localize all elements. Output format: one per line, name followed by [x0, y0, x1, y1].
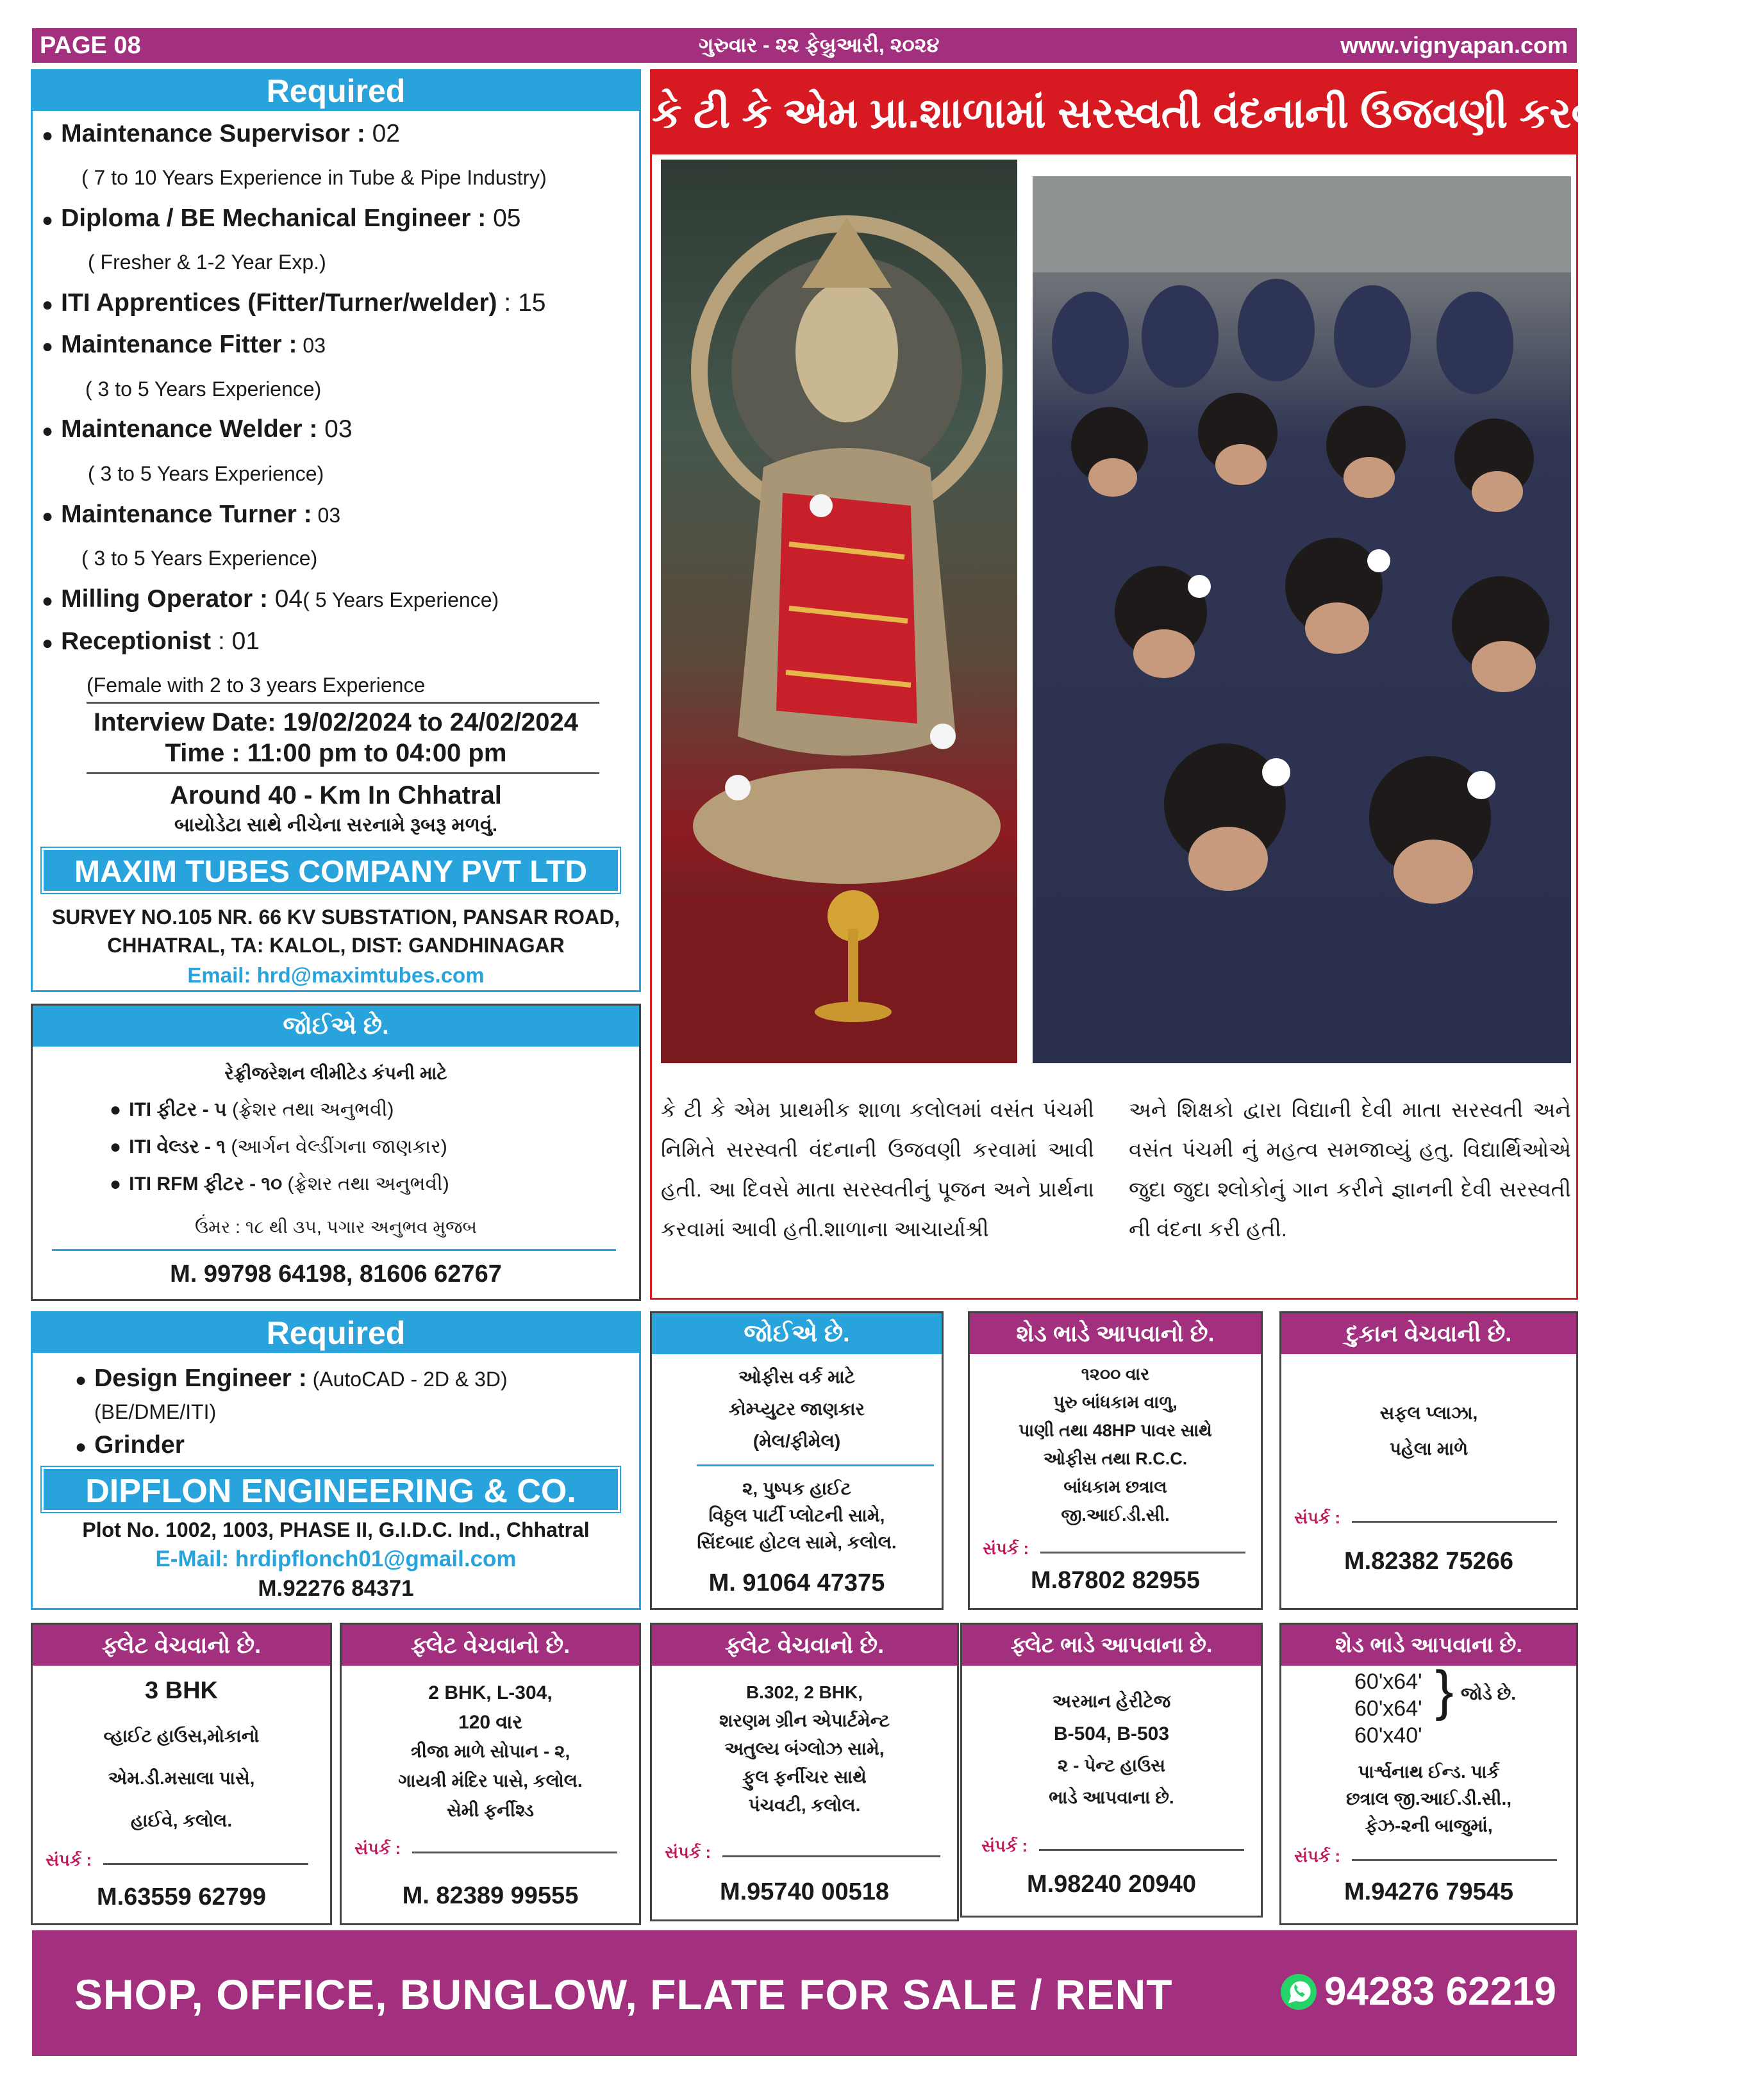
job-note: ( 3 to 5 Years Experience)	[85, 377, 322, 401]
flat-heading: ફ્લેટ વેચવાનો છે.	[33, 1625, 330, 1666]
shed-size: 60'x64'	[1354, 1670, 1422, 1694]
shop-phone: M.82382 75266	[1344, 1548, 1514, 1575]
refrig-item: ● ITI વેલ્ડર - ૧ (આર્ગન વેલ્ડીંગના જાણકાર)	[110, 1136, 447, 1158]
footer-text: SHOP, OFFICE, BUNGLOW, FLATE FOR SALE / RENT	[74, 1971, 1173, 2018]
footer-phone: 94283 62219	[1324, 1969, 1557, 2014]
students-praying-photo	[1033, 176, 1571, 1063]
flat-line: એમ.ડી.મસાલા પાસે,	[108, 1768, 255, 1788]
flat-phone: M.98240 20940	[1026, 1871, 1197, 1898]
flat-line: અરમાન હેરીટેજ	[1052, 1691, 1171, 1711]
shed-phone: M.87802 82955	[1030, 1567, 1201, 1594]
flat-line: ૨ - પેન્ટ હાઉસ	[1057, 1755, 1166, 1775]
contact-label: સંપર્ક :	[354, 1839, 401, 1858]
shed-line: પાર્શ્વનાથ ઈન્ડ. પાર્ક	[1358, 1762, 1500, 1782]
divider	[1040, 1552, 1245, 1554]
flat-line: 2 BHK, L-304,	[428, 1682, 553, 1703]
flat-line: અતુલ્ય બંગ્લોઝ સામે,	[724, 1739, 885, 1759]
flat-rent-ad	[960, 1623, 1263, 1918]
shed-line: બાંધકામ છત્રાલ	[1063, 1477, 1167, 1496]
shed-line: ઓફીસ તથા R.C.C.	[1043, 1449, 1188, 1468]
whatsapp-icon	[1279, 1973, 1318, 2011]
issue-date: ગુરુવાર - ૨૨ ફેબ્રુઆરી, ૨૦૨૪	[699, 33, 940, 56]
refrigeration-ad	[31, 1004, 641, 1301]
interview-date: Interview Date: 19/02/2024 to 24/02/2024	[93, 708, 578, 736]
divider	[1352, 1859, 1557, 1861]
footer-banner	[32, 1930, 1577, 2056]
flat-heading: ફ્લેટ વેચવાનો છે.	[652, 1625, 957, 1666]
job-item: ● Maintenance Welder : 03	[42, 415, 353, 443]
divider	[87, 772, 599, 774]
page-number: PAGE 08	[40, 32, 141, 59]
divider	[1352, 1521, 1557, 1523]
top-bar	[32, 28, 1577, 63]
flat-heading: ફ્લેટ વેચવાનો છે.	[342, 1625, 639, 1666]
contact-label: સંપર્ક :	[665, 1843, 711, 1862]
brace-icon: }	[1435, 1660, 1454, 1721]
saraswati-statue-illustration	[661, 160, 1017, 1063]
job-item: ● Maintenance Turner : 03	[42, 501, 340, 529]
refrig-heading: જોઈએ છે.	[33, 1006, 639, 1047]
flat-phone: M.95740 00518	[719, 1878, 890, 1905]
contact-label: સંપર્ક :	[981, 1836, 1028, 1855]
dipflon-heading: Required	[33, 1313, 639, 1353]
flat-line: ફુલ ફર્નીચર સાથે	[742, 1767, 867, 1787]
news-column-2: અને શિક્ષકો દ્વારા વિદ્યાની દેવી માતા સરસ્વતી અને વસંત પંચમી નું મહત્વ સમજાવ્યું હતુ. વિદ્યાર્થિઓએ જુદા જુદા શ્લોકોનું ગાન કરીને જ્ઞાનની દેવી સરસ્વતી ની વંદના કરી હતી.	[1129, 1098, 1571, 1241]
maxim-heading: Required	[33, 71, 639, 111]
company-address-1: SURVEY NO.105 NR. 66 KV SUBSTATION, PANSAR ROAD,	[51, 906, 620, 929]
flat-line: પંચવટી, કલોલ.	[748, 1795, 861, 1815]
shed-phone: M.94276 79545	[1344, 1878, 1514, 1905]
saraswati-photo	[661, 160, 1017, 1063]
dipflon-company: DIPFLON ENGINEERING & CO.	[42, 1467, 620, 1512]
location-note: Around 40 - Km In Chhatral	[170, 781, 502, 809]
flat-sale-ad-1	[31, 1623, 332, 1925]
shop-sale-ad	[1279, 1311, 1578, 1610]
divider	[412, 1852, 617, 1853]
shed-size: 60'x64'	[1354, 1696, 1422, 1721]
office-heading: જોઈએ છે.	[652, 1313, 942, 1354]
shed-line: પાણી તથા 48HP પાવર સાથે	[1019, 1421, 1212, 1440]
flat-line: ત્રીજા માળે સોપાન - ૨,	[410, 1741, 570, 1761]
job-item: ● Maintenance Supervisor : 02	[42, 120, 400, 148]
dipflon-address: Plot No. 1002, 1003, PHASE II, G.I.D.C. Ind., Chhatral	[82, 1518, 590, 1541]
flat-line: ગાયત્રી મંદિર પાસે, કલોલ.	[398, 1771, 583, 1791]
divider	[697, 1464, 934, 1466]
company-address-2: CHHATRAL, TA: KALOL, DIST: GANDHINAGAR	[107, 934, 565, 957]
job-note: ( 7 to 10 Years Experience in Tube & Pipe Industry)	[81, 166, 547, 189]
dipflon-email[interactable]: E-Mail: hrdipflonch01@gmail.com	[155, 1546, 517, 1571]
contact-label: સંપર્ક :	[983, 1539, 1029, 1558]
job-item: ● Design Engineer : (AutoCAD - 2D & 3D)	[75, 1364, 508, 1393]
shop-line: સફલ પ્લાઝા,	[1379, 1403, 1478, 1423]
shed-joined: જોડે છે.	[1461, 1684, 1517, 1703]
shed-heading: શેડ ભાડે આપવાના છે.	[1281, 1625, 1576, 1666]
site-url[interactable]: www.vignyapan.com	[1340, 32, 1568, 58]
office-phone: M. 91064 47375	[708, 1570, 885, 1596]
job-item: ● Diploma / BE Mechanical Engineer : 05	[42, 204, 521, 233]
flat-sale-ad-3	[650, 1623, 959, 1921]
office-address: સિંદબાદ હોટલ સામે, કલોલ.	[697, 1532, 897, 1552]
news-column-1: કે ટી કે એમ પ્રાથમીક શાળા કલોલમાં વસંત પંચમી નિમિતે સરસ્વતી વંદનાની ઉજવણી કરવામાં આવી હતી. આ દિવસે માતા સરસ્વતીનું પૂજન અને પ્રાર્થના કરવામાં આવી હતી.શાળાના આચાર્યાશ્રી	[661, 1098, 1094, 1241]
office-work-ad	[650, 1311, 944, 1610]
job-note: ( 3 to 5 Years Experience)	[88, 462, 324, 485]
job-note: (BE/DME/ITI)	[94, 1400, 217, 1423]
flat-heading: ફ્લેટ ભાડે આપવાના છે.	[962, 1625, 1261, 1666]
divider	[722, 1855, 940, 1857]
walkin-note: બાયોડેટા સાથે નીચેના સરનામે રૂબરૂ મળવું.	[174, 815, 498, 836]
students-illustration	[1033, 176, 1571, 1063]
refrig-phone: M. 99798 64198, 81606 62767	[170, 1261, 502, 1288]
divider	[87, 702, 599, 704]
flat-line: શરણમ ગ્રીન એપાર્ટમેન્ટ	[719, 1711, 890, 1730]
shed-line: પુરુ બાંધકામ વાળુ,	[1053, 1393, 1177, 1412]
shed-line: ફેઝ-૨ની બાજુમાં,	[1365, 1816, 1493, 1835]
office-line: કોમ્પ્યુટર જાણકાર	[728, 1399, 865, 1419]
shed-rent-ad	[968, 1311, 1263, 1610]
shed-heading: શેડ ભાડે આપવાનો છે.	[970, 1313, 1261, 1354]
job-item: ● Receptionist : 01	[42, 627, 260, 656]
refrig-item: ● ITI ફીટર - ૫ (ફ્રેશર તથા અનુભવી)	[110, 1099, 394, 1121]
flat-line: 3 BHK	[144, 1677, 219, 1704]
job-note: ( 3 to 5 Years Experience)	[81, 547, 318, 570]
flat-line: ભાડે આપવાના છે.	[1049, 1787, 1174, 1807]
flat-phone: M.63559 62799	[96, 1884, 267, 1910]
news-article	[650, 69, 1764, 1300]
divider	[103, 1863, 308, 1865]
interview-time: Time : 11:00 pm to 04:00 pm	[165, 739, 507, 767]
shed-line: જી.આઈ.ડી.સી.	[1061, 1505, 1170, 1525]
divider	[52, 1249, 616, 1251]
shed-size: 60'x40'	[1354, 1723, 1422, 1748]
refrig-age: ઉંમર : ૧૮ થી ૩૫, પગાર અનુભવ મુજબ	[194, 1217, 477, 1237]
news-headline: કે ટી કે એમ પ્રા.શાળામાં સરસ્વતી વંદનાની ઉજવણી કરવામાં આવી.	[652, 71, 1576, 154]
office-line: (મેલ/ફીમેલ)	[753, 1431, 841, 1451]
contact-label: સંપર્ક :	[46, 1850, 92, 1869]
flat-line: B.302, 2 BHK,	[745, 1682, 863, 1702]
office-address: ૨, પુષ્પક હાઈટ	[742, 1479, 852, 1498]
job-note: (Female with 2 to 3 years Experience	[87, 674, 426, 697]
flat-line: 120 વાર	[458, 1712, 522, 1733]
job-note: ( Fresher & 1-2 Year Exp.)	[88, 251, 326, 274]
flat-line: હાઈવે, કલોલ.	[130, 1810, 233, 1830]
refrig-item: ● ITI RFM ફીટર - ૧૦ (ફ્રેશર તથા અનુભવી)	[110, 1173, 449, 1195]
shed-line: ૧૨૦૦ વાર	[1081, 1364, 1150, 1384]
flat-line: B-504, B-503	[1053, 1723, 1170, 1744]
contact-label: સંપર્ક :	[1294, 1508, 1341, 1527]
dipflon-ad	[31, 1311, 641, 1610]
maxim-ad	[31, 69, 641, 992]
dipflon-phone: M.92276 84371	[258, 1576, 414, 1601]
job-item: ● Grinder	[75, 1431, 185, 1459]
office-line: ઓફીસ વર્ક માટે	[738, 1367, 855, 1387]
shop-heading: દુકાન વેચવાની છે.	[1281, 1313, 1576, 1354]
divider	[1039, 1849, 1244, 1851]
office-address: વિઠ્ઠલ પાર્ટી પ્લોટની સામે,	[708, 1505, 885, 1525]
shop-line: પહેલા માળે	[1389, 1439, 1469, 1459]
flat-line: સેમી ફર્નીશ્ડ	[446, 1800, 535, 1820]
shed-line: છત્રાલ જી.આઈ.ડી.સી.,	[1345, 1789, 1512, 1809]
job-item: ● ITI Apprentices (Fitter/Turner/welder) : 15	[42, 289, 545, 317]
company-email[interactable]: Email: hrd@maximtubes.com	[187, 963, 485, 987]
contact-label: સંપર્ક :	[1294, 1846, 1341, 1866]
company-name: MAXIM TUBES COMPANY PVT LTD	[42, 848, 620, 893]
job-item: ● Maintenance Fitter : 03	[42, 331, 326, 359]
refrig-subheading: રેફ્રીજરેશન લીમીટેડ કંપની માટે	[224, 1063, 447, 1083]
flat-phone: M. 82389 99555	[402, 1882, 579, 1909]
flat-line: વ્હાઈટ હાઉસ,મોકાનો	[103, 1726, 260, 1746]
flat-sale-ad-2	[340, 1623, 641, 1925]
shed-rent-ad-2	[1279, 1623, 1578, 1925]
job-item: ● Milling Operator : 04( 5 Years Experience)	[42, 585, 499, 613]
